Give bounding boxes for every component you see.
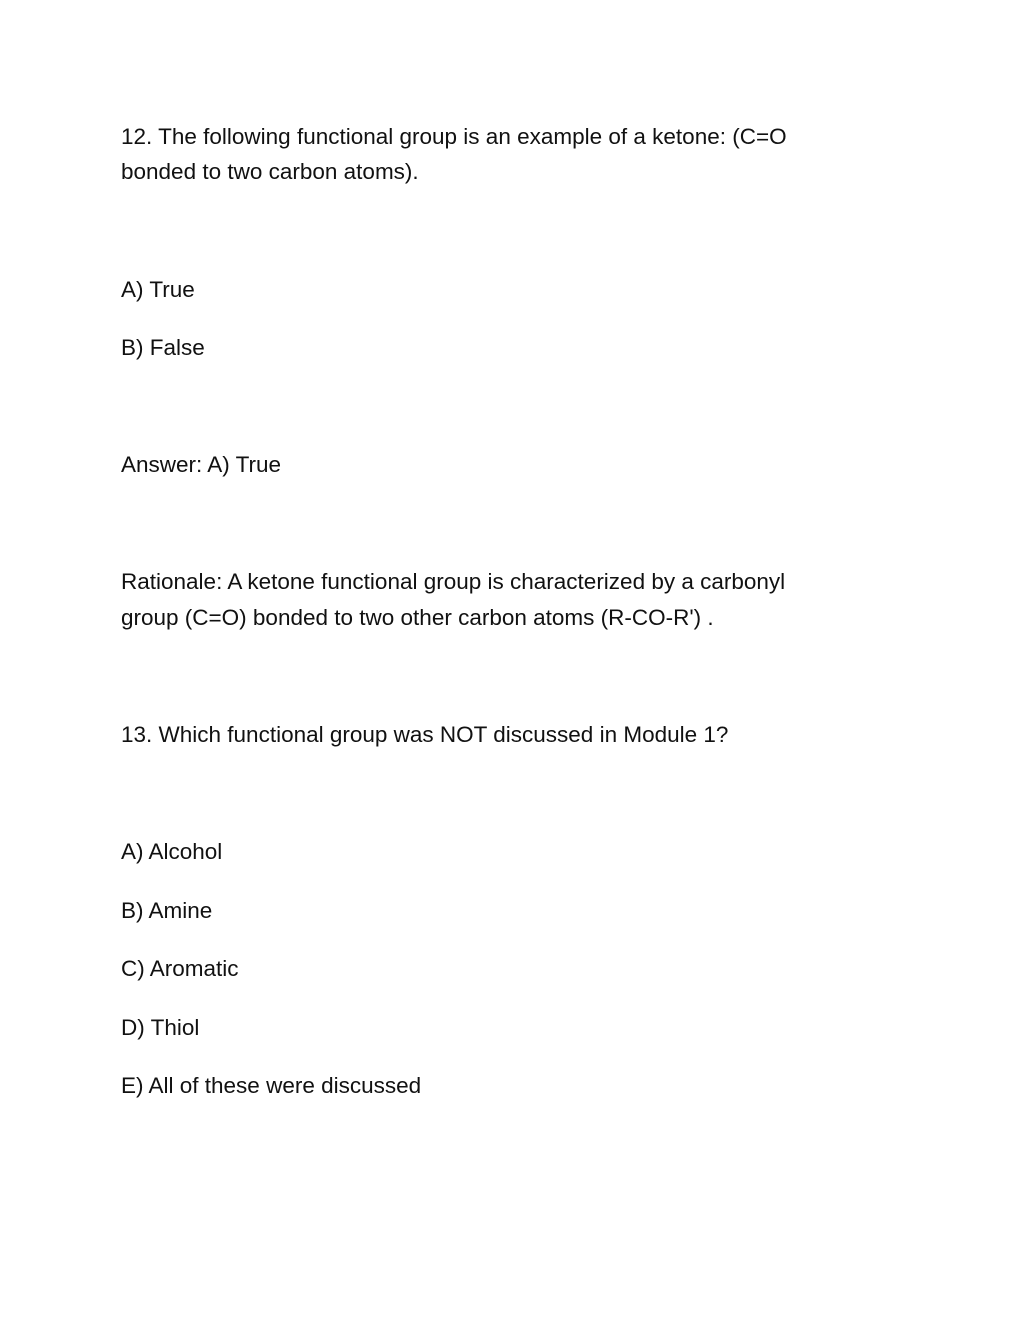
q12-rationale-line-1: Rationale: A ketone functional group is characterized by a carbonyl [121,569,786,594]
q12-option-b: B) False [121,335,205,360]
q13-option-b: B) Amine [121,898,213,923]
q13-option-e: E) All of these were discussed [121,1073,422,1098]
q13-option-d: D) Thiol [121,1015,200,1040]
q12-option-a: A) True [121,277,195,302]
q13-option-a: A) Alcohol [121,839,223,864]
q12-question-line-2: bonded to two carbon atoms). [121,159,419,184]
q12-answer: Answer: A) True [121,452,282,477]
q13-option-c: C) Aromatic [121,956,239,981]
q12-question-line-1: 12. The following functional group is an example of a ketone: (C=O [121,124,787,149]
q12-rationale-line-2: group (C=O) bonded to two other carbon atoms (R-CO-R') . [121,605,714,630]
q13-question: 13. Which functional group was NOT discussed in Module 1? [121,722,729,747]
